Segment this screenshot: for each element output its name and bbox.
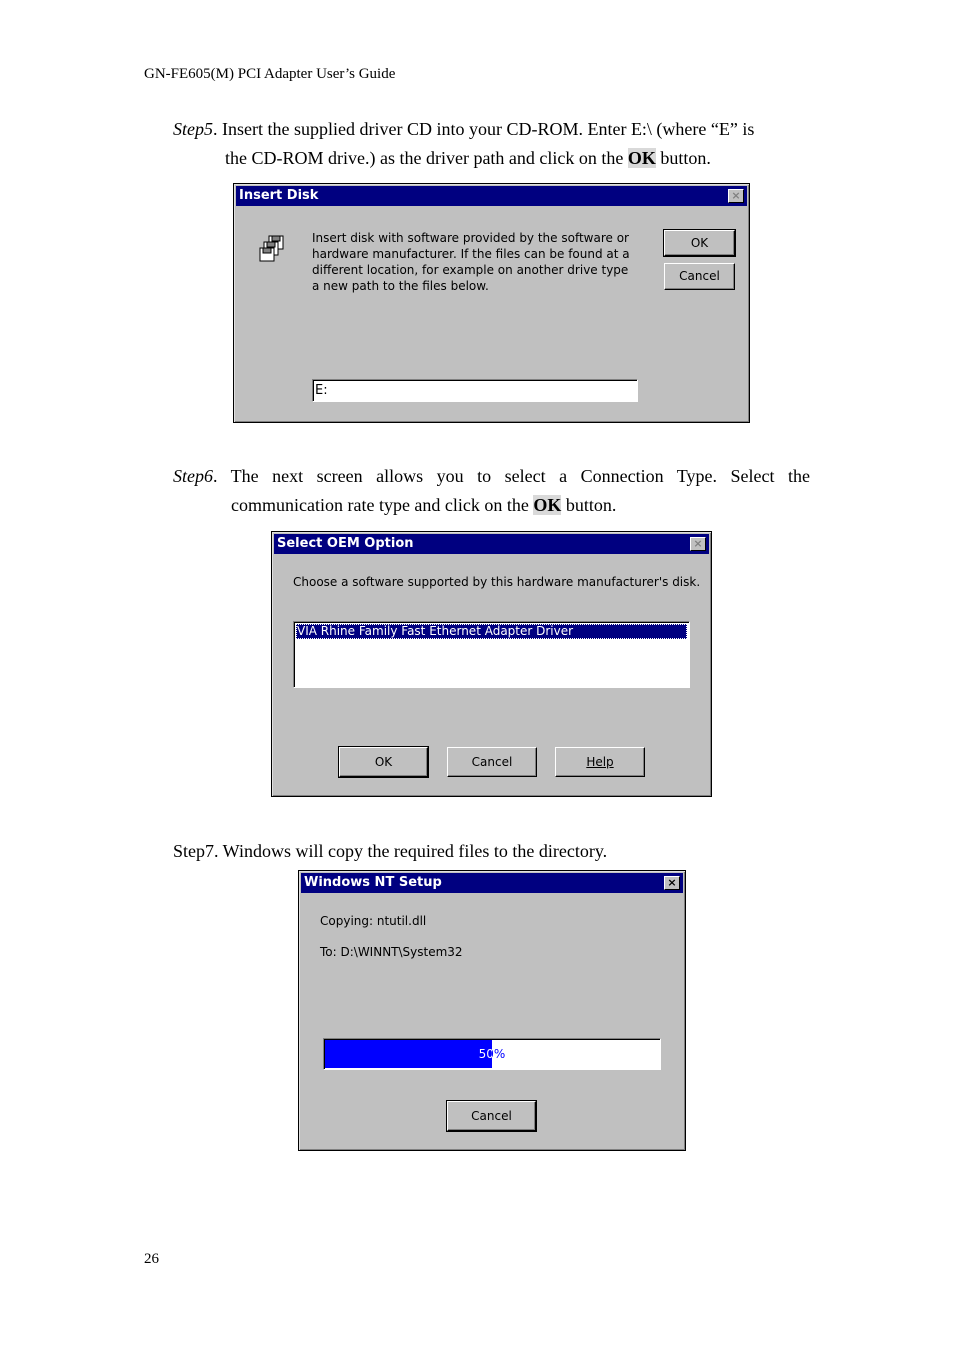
step5-text-c: button. [655,148,711,168]
close-icon[interactable]: × [690,537,706,551]
copying-file-label: Copying: ntutil.dll [320,914,427,928]
step5-label: Step5 [173,119,213,139]
step5-ok-highlight: OK [627,148,656,168]
step6-text-c: button. [561,495,617,515]
insert-disk-message: Insert disk with software provided by the software or hardware manufacturer. If the files can be found at a different location, for example on another drive type a new path to the files below. [312,231,630,293]
step6-text-a: . The next screen allows you to select a Connection Type. Select the [213,466,810,486]
select-oem-titlebar [274,534,709,554]
path-input[interactable]: E: [312,379,638,402]
step6-ok-highlight: OK [533,495,562,515]
select-oem-dialog [271,531,712,797]
step5-text-a: . Insert the supplied driver CD into your CD-ROM. Enter E:\ (where “E” is [213,119,755,139]
progress-percent-text: 50% [324,1039,660,1069]
cancel-button[interactable]: Cancel [664,263,735,290]
step6-line2 [231,491,616,520]
nt-setup-title: Windows NT Setup [304,875,442,890]
step6-label: Step6 [173,466,213,486]
destination-label: To: D:\WINNT\System32 [320,945,463,959]
ok-button[interactable]: OK [339,747,428,777]
step5-line1 [173,115,754,144]
select-oem-message: Choose a software supported by this hardware manufacturer's disk. [293,575,701,589]
help-button[interactable]: Help [555,747,645,777]
step5-line2 [225,144,711,173]
step7-line: Step7. Windows will copy the required files to the directory. [173,841,608,861]
step6-text-b: communication rate type and click on the [231,495,534,515]
driver-listbox[interactable] [293,621,690,688]
nt-setup-titlebar [301,873,683,893]
close-icon[interactable]: × [728,189,744,203]
select-oem-title: Select OEM Option [277,536,414,551]
cancel-button[interactable]: Cancel [447,1101,536,1131]
cancel-button[interactable]: Cancel [447,747,537,777]
nt-setup-dialog [298,870,686,1151]
page-header: GN-FE605(M) PCI Adapter User’s Guide [144,66,396,82]
step6-line1 [173,462,810,491]
disk-copy-icon [258,234,288,264]
step5-text-b: the CD-ROM drive.) as the driver path and click on the [225,148,628,168]
copy-progress-bar [323,1038,661,1070]
insert-disk-titlebar [236,186,747,206]
ok-button[interactable]: OK [664,230,735,256]
close-icon[interactable]: × [664,876,680,890]
list-item[interactable]: VIA Rhine Family Fast Ethernet Adapter Driver [296,624,687,639]
insert-disk-title: Insert Disk [239,188,319,203]
page-number: 26 [144,1251,159,1267]
insert-disk-dialog [233,183,750,423]
